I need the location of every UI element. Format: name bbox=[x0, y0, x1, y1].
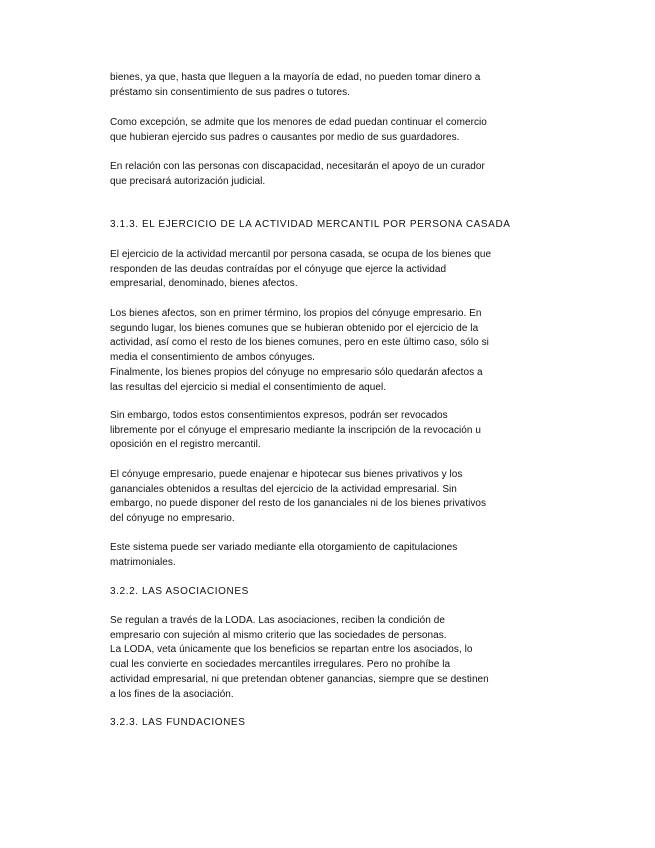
paragraph-revocation bbox=[110, 409, 535, 453]
text-line: Sin embargo, todos estos consentimientos expresos, podrán ser revocados bbox=[110, 410, 448, 421]
text-line: empresario con sujeción al mismo criterio que las sociedades de personas. bbox=[110, 629, 447, 641]
text-line: Los bienes afectos, son en primer término, los propios del cónyuge empresario. En bbox=[110, 308, 482, 319]
text-line: del cónyuge no empresario. bbox=[110, 513, 235, 525]
paragraph-married-person-intro bbox=[110, 248, 535, 292]
text-line: las resultas del ejercicio si medial el consentimiento de aquel. bbox=[110, 381, 387, 393]
text-line: empresarial, denominado, bienes afectos. bbox=[110, 278, 298, 290]
text-line: Este sistema puede ser variado mediante ella otorgamiento de capitulaciones bbox=[110, 542, 458, 553]
paragraph-associations bbox=[110, 614, 535, 702]
text-line: que hubieran ejercido sus padres o causantes por medio de sus guardadores. bbox=[110, 131, 460, 143]
text-line: segundo lugar, los bienes comunes que se hubieran obtenido por el ejercicio de la bbox=[110, 322, 479, 334]
text-line: a los fines de la asociación. bbox=[110, 688, 234, 700]
text-line: actividad, así como el resto de los bienes comunes, pero en este último caso, sólo si bbox=[110, 337, 489, 349]
text-line: El cónyuge empresario, puede enajenar e hipotecar sus bienes privativos y los bbox=[110, 469, 463, 480]
paragraph-minors-exception bbox=[110, 116, 535, 145]
text-line: Como excepción, se admite que los menores de edad puedan continuar el comercio bbox=[110, 117, 487, 128]
text-line: libremente por el cónyuge el empresario mediante la inscripción de la revocación u bbox=[110, 424, 481, 436]
text-line: bienes, ya que, hasta que lleguen a la mayoría de edad, no pueden tomar dinero a bbox=[110, 72, 481, 83]
paragraph-assets-affected bbox=[110, 307, 535, 395]
text-line: media el consentimiento de ambos cónyuges. bbox=[110, 352, 315, 364]
section-heading-foundations: 3.2.3. LAS FUNDACIONES bbox=[110, 717, 246, 728]
text-line: En relación con las personas con discapacidad, necesitarán el apoyo de un curador bbox=[110, 161, 485, 172]
paragraph-disability bbox=[110, 160, 535, 189]
paragraph-system-variation bbox=[110, 541, 535, 570]
paragraph-minors-loans bbox=[110, 71, 535, 100]
text-line: responden de las deudas contraídas por el cónyuge que ejerce la actividad bbox=[110, 263, 447, 275]
text-line: embargo, no puede disponer del resto de los gananciales ni de los bienes privativos bbox=[110, 498, 487, 510]
text-line: que precisará autorización judicial. bbox=[110, 175, 266, 187]
section-heading-associations: 3.2.2. LAS ASOCIACIONES bbox=[110, 586, 249, 597]
text-line: Se regulan a través de la LODA. Las asociaciones, reciben la condición de bbox=[110, 615, 445, 626]
text-line: El ejercicio de la actividad mercantil por persona casada, se ocupa de los bienes que bbox=[110, 249, 492, 260]
paragraph-spouse-mortgage bbox=[110, 468, 535, 527]
text-line: La LODA, veta únicamente que los beneficios se repartan entre los asociados, lo bbox=[110, 644, 473, 656]
text-line: cual les convierte en sociedades mercantiles irregulares. Pero no prohíbe la bbox=[110, 659, 451, 671]
text-line: gananciales obtenidos a resultas del ejercicio de la actividad empresarial. Sin bbox=[110, 483, 457, 495]
text-line: oposición en el registro mercantil. bbox=[110, 439, 261, 451]
text-line: préstamo sin consentimiento de sus padres o tutores. bbox=[110, 86, 350, 98]
text-line: Finalmente, los bienes propios del cónyuge no empresario sólo quedarán afectos a bbox=[110, 366, 483, 378]
section-heading-married-person: 3.1.3. EL EJERCICIO DE LA ACTIVIDAD MERCANTIL POR PERSONA CASADA bbox=[110, 219, 511, 230]
text-line: actividad empresarial, ni que pretendan obtener ganancias, siempre que se destinen bbox=[110, 673, 489, 685]
text-line: matrimoniales. bbox=[110, 556, 176, 568]
